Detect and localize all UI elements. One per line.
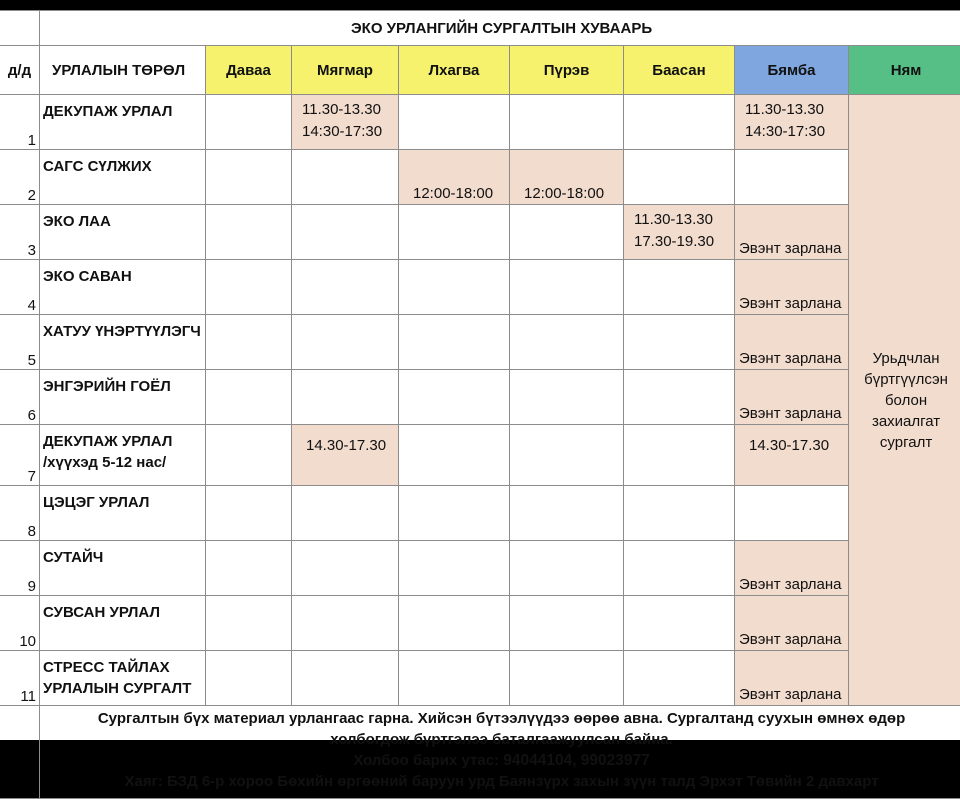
schedule-row [0,425,960,486]
slot-thu [510,651,624,706]
footer-address: Хаяг: БЗД 6-р хороо Бөхийн өргөөний баруун урд Баянзүрх захын зүүн талд Эрхэт Төвийн 2 давхарт [40,771,960,792]
slot-thu [510,596,624,651]
header-day-thu: Пүрэв [510,46,624,95]
slot-fri [624,370,735,425]
slot-wed [399,315,510,370]
header-day-sat: Бямба [735,46,849,95]
slot-mon [206,596,292,651]
slot-mon [206,205,292,260]
craft-name-text: ЭНГЭРИЙН ГОЁЛ [43,376,203,397]
schedule-row [0,150,960,205]
slot-fri [624,651,735,706]
schedule-row [0,205,960,260]
slot-wed [399,486,510,541]
footer-contact [40,750,960,771]
slot-thu [510,205,624,260]
craft-name [40,651,206,706]
header-type: УРЛАЛЫН ТӨРӨЛ [40,46,206,95]
slot-wed [399,205,510,260]
slot-fri: 11.30-13.30 17.30-19.30 [624,205,735,260]
sunday-note: Урьдчлан бүртгүүлсэн болон захиалгат сургалт [849,95,960,706]
craft-name [40,315,206,370]
slot-sat: Эвэнт зарлана [735,205,849,260]
slot-thu [510,425,624,486]
slot-mon [206,425,292,486]
slot-wed [399,425,510,486]
slot-tue [292,651,399,706]
slot-mon [206,260,292,315]
slot-tue [292,596,399,651]
schedule-row [0,370,960,425]
craft-name-sub: /хүүхэд 5-12 нас/ [43,452,203,473]
craft-name-text: ЭКО ЛАА [43,211,203,232]
craft-name-text: СТРЕСС ТАЙЛАХ [43,657,203,678]
row-number: 3 [0,205,40,260]
slot-tue [292,541,399,596]
schedule-row [0,596,960,651]
slot-sat: Эвэнт зарлана [735,596,849,651]
schedule-row [0,315,960,370]
row-number: 11 [0,651,40,706]
schedule-table [0,10,960,799]
slot-mon [206,95,292,150]
row-number: 4 [0,260,40,315]
slot-thu [510,370,624,425]
slot-wed [399,370,510,425]
craft-name-text: СУТАЙЧ [43,547,203,568]
slot-mon [206,486,292,541]
header-day-tue: Мягмар [292,46,399,95]
craft-name [40,260,206,315]
craft-name-text: САГС СҮЛЖИХ [43,156,203,177]
footer-materials-note: Сургалтын бүх материал урлангаас гарна. Хийсэн бүтээлүүдээ өөрөө авна. Сургалтанд суухын өмнөх өдөр холбогдож бүртгэлээ баталгаажуулсан байна. [40,708,960,750]
craft-name [40,95,206,150]
slot-sat: Эвэнт зарлана [735,651,849,706]
header-row [0,46,960,95]
craft-name-text: ЭКО САВАН [43,266,203,287]
slot-thu [510,541,624,596]
slot-tue [292,205,399,260]
slot-tue: 14.30-17.30 [292,425,399,486]
header-day-fri: Баасан [624,46,735,95]
slot-wed [399,95,510,150]
slot-fri [624,486,735,541]
slot-thu [510,95,624,150]
schedule-row [0,651,960,706]
header-num: д/д [0,46,40,95]
craft-name [40,486,206,541]
slot-fri [624,541,735,596]
slot-sat [735,150,849,205]
footer-phone-label: Холбоо барих утас: [353,752,503,769]
footer-row [0,706,960,799]
craft-name [40,541,206,596]
schedule-sheet [0,10,960,740]
slot-fri [624,95,735,150]
slot-tue [292,150,399,205]
slot-fri [624,425,735,486]
slot-mon [206,651,292,706]
slot-sat: Эвэнт зарлана [735,260,849,315]
craft-name-text: ЦЭЦЭГ УРЛАЛ [43,492,203,513]
footer-info [40,706,960,799]
row-number: 1 [0,95,40,150]
slot-sat: 11.30-13.30 14:30-17:30 [735,95,849,150]
header-day-sun: Ням [849,46,960,95]
slot-mon [206,541,292,596]
craft-name [40,150,206,205]
slot-fri [624,150,735,205]
row-number: 7 [0,425,40,486]
slot-wed [399,651,510,706]
slot-tue: 11.30-13.30 14:30-17:30 [292,95,399,150]
schedule-row [0,260,960,315]
slot-mon [206,315,292,370]
schedule-row [0,95,960,150]
slot-wed: 12:00-18:00 [399,150,510,205]
craft-name [40,205,206,260]
slot-sat: Эвэнт зарлана [735,370,849,425]
row-number: 5 [0,315,40,370]
schedule-row [0,541,960,596]
slot-fri [624,260,735,315]
page-title: ЭКО УРЛАНГИЙН СУРГАЛТЫН ХУВААРЬ [40,11,960,46]
slot-thu [510,486,624,541]
slot-thu [510,315,624,370]
footer-corner [0,706,40,799]
slot-thu: 12:00-18:00 [510,150,624,205]
row-number: 8 [0,486,40,541]
title-row [0,11,960,46]
craft-name [40,425,206,486]
title-corner [0,11,40,46]
craft-name-sub: УРЛАЛЫН СУРГАЛТ [43,678,203,699]
header-day-wed: Лхагва [399,46,510,95]
slot-mon [206,370,292,425]
row-number: 2 [0,150,40,205]
slot-sat: 14.30-17.30 [735,425,849,486]
slot-wed [399,541,510,596]
slot-sat: Эвэнт зарлана [735,541,849,596]
slot-fri [624,315,735,370]
header-day-mon: Даваа [206,46,292,95]
slot-mon [206,150,292,205]
craft-name-text: ДЕКУПАЖ УРЛАЛ [43,101,203,122]
slot-tue [292,260,399,315]
slot-sat: Эвэнт зарлана [735,315,849,370]
schedule-row [0,486,960,541]
slot-thu [510,260,624,315]
slot-fri [624,596,735,651]
slot-tue [292,370,399,425]
craft-name-text: ХАТУУ ҮНЭРТҮҮЛЭГЧ [43,321,203,342]
slot-wed [399,596,510,651]
slot-tue [292,315,399,370]
footer-phone: 94044104, 99023977 [503,752,650,769]
row-number: 10 [0,596,40,651]
slot-wed [399,260,510,315]
row-number: 9 [0,541,40,596]
slot-sat [735,486,849,541]
slot-tue [292,486,399,541]
craft-name-text: ДЕКУПАЖ УРЛАЛ [43,431,203,452]
craft-name-text: СУВСАН УРЛАЛ [43,602,203,623]
row-number: 6 [0,370,40,425]
craft-name [40,370,206,425]
craft-name [40,596,206,651]
